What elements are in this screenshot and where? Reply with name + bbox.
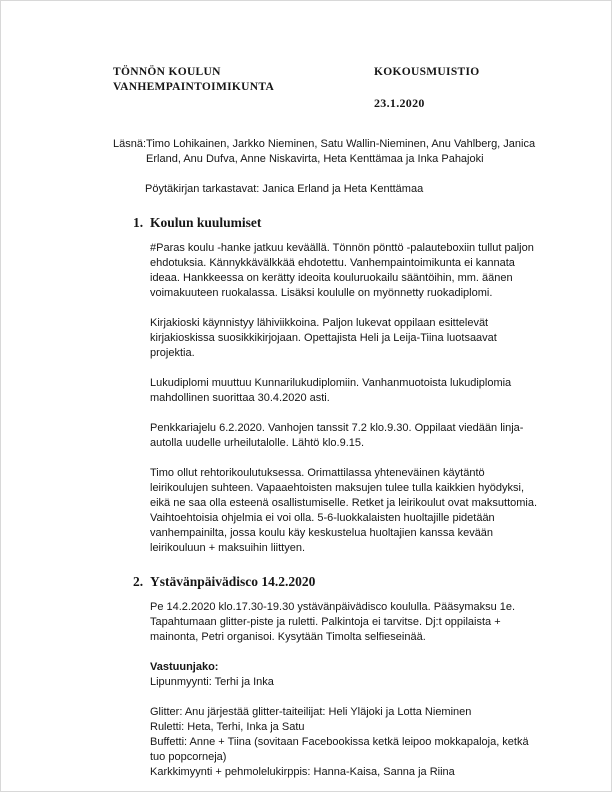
section-1-number: 1. <box>133 215 144 230</box>
paragraph: Penkkariajelu 6.2.2020. Vanhojen tanssit 7.2 klo.9.30. Oppilaat viedään linja-autolla uudelle urheilutalolle. Lähtö klo.9.15. <box>150 422 524 449</box>
responsibilities-list <box>150 705 540 780</box>
document-date: 23.1.2020 <box>374 96 425 110</box>
section-1-title: Koulun kuulumiset <box>150 215 262 230</box>
paragraph: Timo ollut rehtorikoulutuksessa. Orimattilassa yhteneväinen käytäntö leirikoulujen suhteen. Vapaaehtoisten maksujen tulee tulla kaikkien hyödyksi, eikä ne saa olla esteenä osallistumiselle. Retket ja leirikoulut ovat maksuttomia. Vaihtoehtoisia ohjelmia ei voi olla. 5-6-luokkalaisten huoltajille pidetään vanhempainilta, jossa koulu käy keskustelua huoltajien kanssa kevään leirikouluun + maksuihin liittyen. <box>150 467 538 554</box>
document-meta <box>374 65 480 111</box>
responsibility-item: Buffetti: Anne + Tiina (sovitaan Facebookissa ketkä leipoo mokkapaloja, ketkä tuo popcorneja) <box>150 736 529 763</box>
attendees-label: Läsnä: <box>113 138 147 150</box>
responsibilities-heading: Vastuunjako: <box>150 661 219 673</box>
responsibility-item: Glitter: Anu järjestää glitter-taiteilijat: Heli Yläjoki ja Lotta Nieminen <box>150 706 472 718</box>
paragraph: #Paras koulu -hanke jatkuu keväällä. Tönnön pönttö -palauteboxiin tullut paljon ehdotuksia. Kännykkävälkkää ehdotettu. Vanhempaintoimikunta ei kannata ideaa. Hankkeessa on kerätty ideoita kouluruokailu sääntöihin, mm. äänen voimakuuteen ruokalassa. Lisäksi koululle on myönnetty ruokadiplomi. <box>150 242 534 299</box>
responsibilities-header-block <box>150 660 540 690</box>
attendees-row <box>113 137 541 167</box>
document-type: KOKOUSMUISTIO <box>374 66 480 78</box>
paragraph: Pe 14.2.2020 klo.17.30-19.30 ystävänpäivädisco koululla. Pääsymaksu 1e. Tapahtumaan glitter-piste ja ruletti. Palkintoja ei tarvitse. Dj:t oppilaista + mainonta, Petri organisoi. Kysytään Timolta selfieseinää. <box>150 601 516 643</box>
section-1-body <box>150 241 540 556</box>
responsibility-ticket-sales: Lipunmyynti: Terhi ja Inka <box>150 676 274 688</box>
section-2-heading <box>113 573 541 590</box>
reviewers-line: Pöytäkirjan tarkastavat: Janica Erland ja Heta Kenttämaa <box>145 183 424 195</box>
org-name-line1: TÖNNÖN KOULUN <box>113 66 221 78</box>
section-1-heading <box>113 214 541 231</box>
section-2-number: 2. <box>133 574 144 589</box>
section-2-title: Ystävänpäivädisco 14.2.2020 <box>150 574 316 589</box>
paragraph: Kirjakioski käynnistyy lähiviikkoina. Paljon lukevat oppilaan esittelevät kirjakioskissa suosikkikirjojaan. Opettajista Heli ja Leija-Tiina luotsaavat projektia. <box>150 317 497 359</box>
section-2-body <box>150 600 540 780</box>
paragraph: Lukudiplomi muuttuu Kunnarilukudiplomiin. Vanhanmuotoista lukudiplomia mahdollinen suorittaa 30.4.2020 asti. <box>150 377 512 404</box>
responsibility-item: Ruletti: Heta, Terhi, Inka ja Satu <box>150 721 305 733</box>
document-header <box>113 65 541 110</box>
responsibility-item: Karkkimyynti + pehmolelukirppis: Hanna-Kaisa, Sanna ja Riina <box>150 766 455 778</box>
attendees-names: Timo Lohikainen, Jarkko Nieminen, Satu Wallin-Nieminen, Anu Vahlberg, Janica Erland, Anu Dufva, Anne Niskavirta, Heta Kenttämaa ja Inka Pahajoki <box>146 138 536 165</box>
org-name-line2: VANHEMPAINTOIMIKUNTA <box>113 81 275 93</box>
